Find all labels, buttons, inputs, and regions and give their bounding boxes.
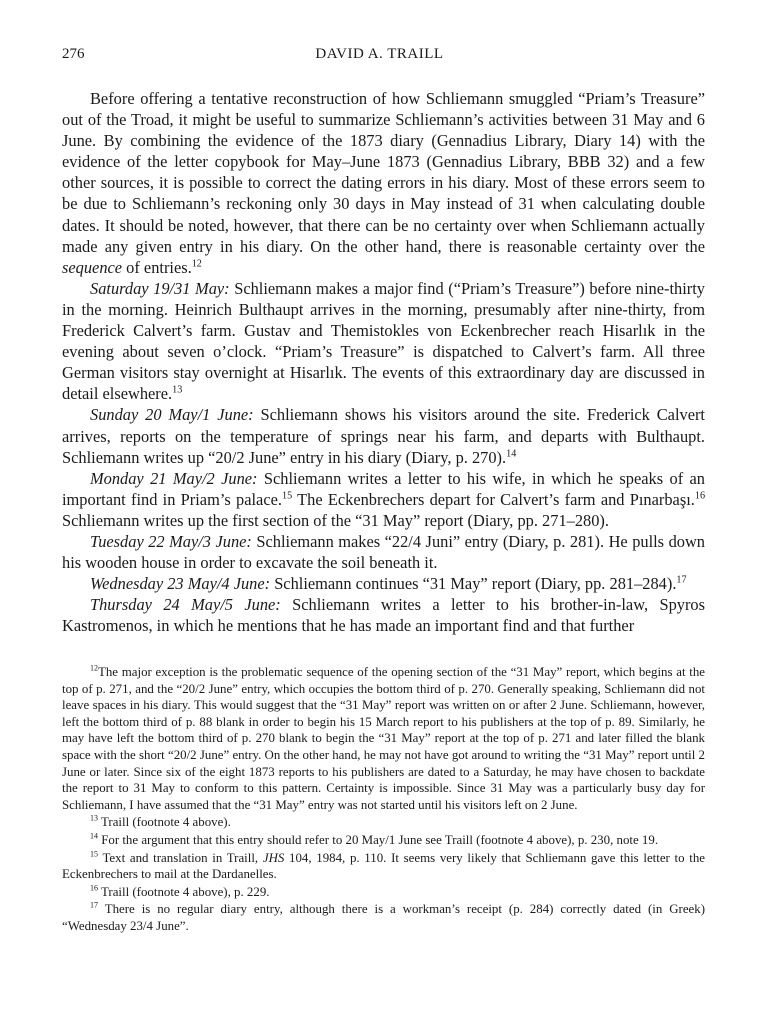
- paragraph-text: Schliemann writes a letter to his brother-in-law, Spyros Kastromenos, in which he mentions that he has made an important find and that further: [62, 595, 705, 636]
- footnote-number: 17: [90, 901, 98, 911]
- footnote-ref[interactable]: 17: [676, 574, 687, 586]
- paragraph-text: Schliemann continues “31 May” report (Diary, pp. 281–284).: [270, 574, 677, 594]
- footnote-text: 104, 1984, p. 110. It seems very likely that Schliemann gave this letter to the Eckenbrechers to mail at the Dardanelles.: [62, 850, 705, 882]
- paragraph-saturday: [62, 278, 705, 405]
- footnote-ref[interactable]: 14: [506, 448, 517, 460]
- date-lead: Saturday 19/31 May:: [90, 278, 230, 298]
- page-header: [62, 46, 697, 68]
- date-lead: Tuesday 22 May/3 June:: [90, 531, 252, 551]
- footnote-text: Traill (footnote 4 above).: [100, 815, 231, 830]
- footnote-14: [62, 832, 705, 849]
- footnote-text: There is no regular diary entry, although there is a workman’s receipt (p. 284) correctly dated (in Greek) “Wednesday 23/4 June”.: [62, 902, 706, 933]
- footnote-17: [62, 901, 705, 934]
- paragraph-sunday: [62, 404, 705, 467]
- paragraph-text: Schliemann writes up the first section of the “31 May” report (Diary, pp. 271–280).: [62, 510, 609, 530]
- paragraph-text: Schliemann shows his visitors around the site. Frederick Calvert arrives, reports on the temperature of springs near his farm, and departs with Bulthaupt. Schliemann writes up “20/2 June” entry in his diary (Diary, p. 270).: [62, 405, 705, 467]
- footnote-number: 12: [90, 663, 98, 673]
- footnote-number: 13: [90, 814, 98, 824]
- date-lead: Wednesday 23 May/4 June:: [90, 574, 271, 594]
- footnote-15: [62, 850, 705, 883]
- footnote-number: 15: [90, 849, 98, 859]
- journal-title: JHS: [262, 850, 285, 865]
- date-lead: Sunday 20 May/1 June:: [90, 405, 254, 425]
- main-text: [62, 88, 705, 636]
- paragraph-monday: [62, 468, 705, 531]
- footnote-12: [62, 664, 705, 813]
- paragraph-thursday: [62, 594, 705, 636]
- date-lead: Monday 21 May/2 June:: [90, 468, 258, 488]
- footnote-16: [62, 884, 705, 901]
- emphasis-text: sequence: [62, 257, 123, 277]
- footnote-ref[interactable]: 13: [172, 384, 183, 396]
- paragraph-wednesday: [62, 573, 705, 594]
- paragraph-text: The Eckenbrechers depart for Calvert’s farm and Pınarbaşı.: [292, 489, 695, 509]
- footnote-text: For the argument that this entry should refer to 20 May/1 June see Traill (footnote 4 above), p. 230, note 19.: [101, 832, 659, 847]
- footnotes: [62, 664, 705, 935]
- paragraph-text: Schliemann writes a letter to his wife, in which he speaks of an important find in Priam’s palace.: [62, 468, 705, 509]
- footnote-ref[interactable]: 12: [191, 258, 202, 270]
- paragraph-tuesday: [62, 531, 705, 573]
- page-number: 276: [62, 46, 85, 62]
- footnote-number: 14: [90, 831, 98, 841]
- paragraph-text: Schliemann makes a major find (“Priam’s Treasure”) before nine-thirty in the morning. Heinrich Bulthaupt arrives in the morning, presumably after nine-thirty, from Frederick Calvert’s farm. Gustav and Themistokles von Eckenbrecher reach Hisarlık in the evening about seven o’clock. “Priam’s Treasure” is dispatched to Calvert’s farm. All three German visitors stay overnight at Hisarlık. The events of this extraordinary day are discussed in detail elsewhere.: [62, 278, 705, 404]
- footnote-text: Text and translation in Traill,: [102, 850, 263, 865]
- footnote-text: The major exception is the problematic sequence of the opening section of the “31 May” report, which begins at the top of p. 271, and the “20/2 June” entry, which occupies the bottom third of p. 270. Generally speaking, Schliemann did not leave spaces in his diary. This would suggest that the “31 May” report was written on or after 2 June. Schliemann, however, left the bottom third of p. 88 blank in order to begin his 15 March report to his publishers at the top of p. 89. Similarly, he may have left the bottom third of p. 270 blank to begin the “31 May” report at the top of p. 271 and later filled the blank space with the short “20/2 June” entry. On the other hand, he may not have got around to writing the “31 May” report until 2 June or later. Since six of the eight 1873 reports to his publishers are dated to a Saturday, he may have chosen to backdate the report to 31 May to conform to this pattern. Certainty is impossible. Since 31 May was a particularly busy day for Schliemann, I have assumed that the “31 May” entry was not started until his visitors left on 2 June.: [62, 665, 705, 812]
- paragraph-text: of entries.: [122, 257, 192, 277]
- paragraph-text: Before offering a tentative reconstruction of how Schliemann smuggled “Priam’s Treasure” out of the Troad, it might be useful to summarize Schliemann’s activities between 31 May and 6 June. By combining the evidence of the 1873 diary (Gennadius Library, Diary 14) with the evidence of the letter copybook for May–June 1873 (Gennadius Library, BBB 32) and a few other sources, it is possible to correct the dating errors in his diary. Most of these errors seem to be due to Schliemann’s reckoning only 30 days in May instead of 31 when calculating double dates. It should be noted, however, that there can be no certainty over when Schliemann actually made any given entry in his diary. On the other hand, there is reasonable certainty over the: [62, 89, 705, 256]
- footnote-ref[interactable]: 15: [281, 490, 293, 502]
- paragraph-text: Schliemann makes “22/4 Juni” entry (Diary, p. 281). He pulls down his wooden house in order to excavate the soil beneath it.: [62, 531, 705, 573]
- date-lead: Thursday 24 May/5 June:: [90, 595, 281, 615]
- paragraph-intro: [62, 88, 705, 278]
- footnote-13: [62, 814, 705, 831]
- footnote-ref[interactable]: 16: [694, 490, 706, 502]
- running-head: DAVID A. TRAILL: [315, 46, 444, 62]
- footnote-text: Traill (footnote 4 above), p. 229.: [100, 884, 270, 899]
- footnote-number: 16: [90, 883, 98, 893]
